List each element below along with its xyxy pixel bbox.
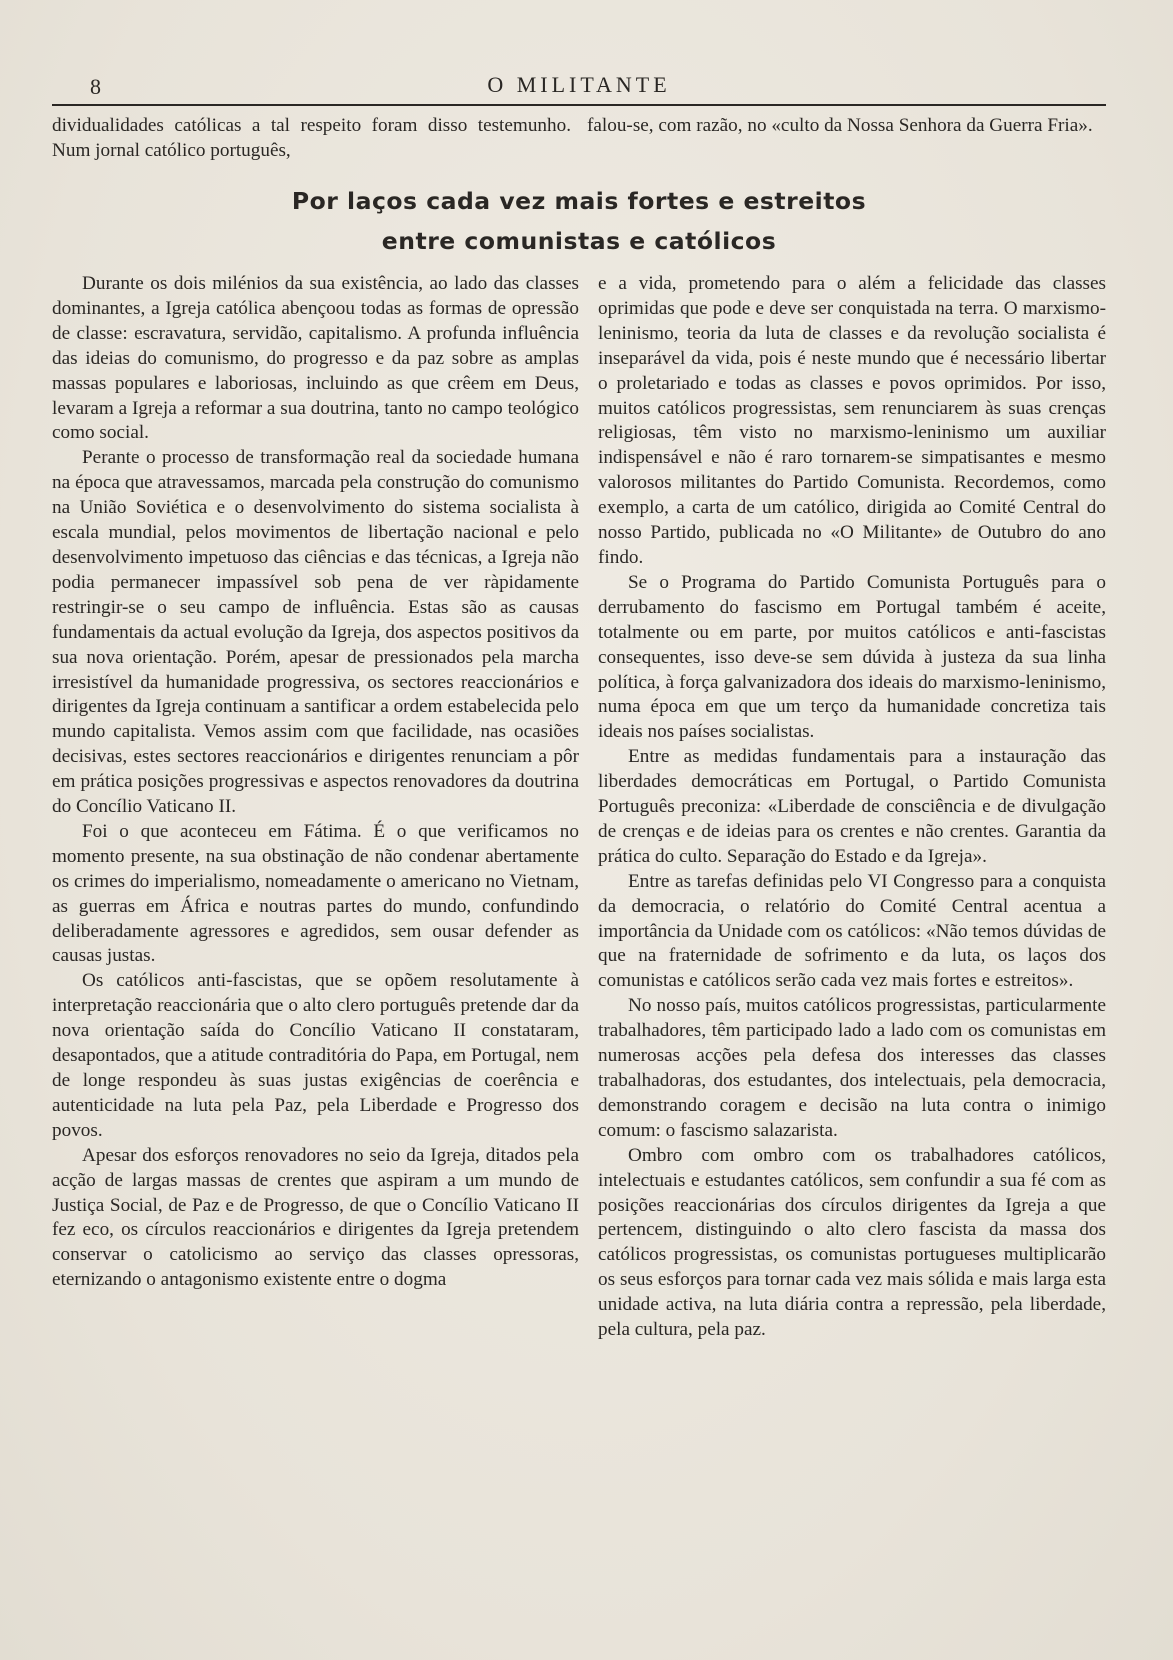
article-paragraph: e a vida, prometendo para o além a felicidade das classes oprimidas que pode e deve ser conquistada na terra. O marxismo-leninismo, teoria da luta de classes e da revolução socialista é inseparável da vida, pois é neste mundo que é necessário libertar o proletariado e todas as classes e povos oprimidos. Por isso, muitos católicos progressistas, sem renunciarem às suas crenças religiosas, têm visto no marxismo-leninismo um auxiliar indispensável e não é raro tornarem-se simpatisantes e mesmo valorosos militantes do Partido Comunista. Recordemos, como exemplo, a carta de um católico, dirigida ao Comité Central do nosso Partido, publicada no «O Militante» de Outubro do ano findo. [598,273,1106,568]
page-header [52,72,1106,102]
article-paragraph: Entre as tarefas definidas pelo VI Congresso para a conquista da democracia, o relatório do Comité Central acentua a importância da Unidade com os católicos: «Não temos dúvidas de que na fraternidade de sofrimento e da luta, os laços dos comunistas e católicos serão cada vez mais fortes e estreitos». [598,870,1106,992]
header-rule [52,104,1106,106]
intro-right-text: falou-se, com razão, no «culto da Nossa Senhora da Guerra Fria». [587,115,1093,136]
article-right-column [598,272,1106,1343]
article-left-column [52,272,579,1293]
article-paragraph: Perante o processo de transformação real da sociedade humana na época que atravessamos, marcada pela construção do comunismo na União Soviética e o desenvolvimento do sistema socialista à escala mundial, pelos movimentos de libertação nacional e pelo desenvolvimento impetuoso das ciências e das técnicas, a Igreja não podia permanecer impassível sob pena de ver ràpidamente restringir-se o seu campo de influência. Estas são as causas fundamentais da actual evolução da Igreja, dos aspectos positivos da sua nova orientação. Porém, apesar de pressionados pela marcha irresistível da humanidade progressiva, os sectores reaccionários e dirigentes da Igreja continuam a santificar a ordem estabelecida pelo mundo capitalista. Vemos assim com que facilidade, nas ocasiões decisivas, estes sectores reaccionários e dirigentes renunciam a pôr em prática posições progressivas e aspectos renovadores da doutrina do Concílio Vaticano II. [52,447,579,818]
article-paragraph: Se o Programa do Partido Comunista Português para o derrubamento do fascismo em Portugal também é aceite, totalmente ou em parte, por muitos católicos e anti-fascistas consequentes, isso deve-se sem dúvida à justeza da sua linha política, à força galvanizadora dos ideais do marxismo-leninismo, numa época em que um terço da humanidade concretiza tais ideais nos países socialistas. [598,571,1106,743]
headline-line-2: entre comunistas e católicos [381,227,777,255]
article-paragraph: Foi o que aconteceu em Fátima. É o que verificamos no momento presente, na sua obstinação de não condenar abertamente os crimes do imperialismo, nomeadamente o americano no Vietnam, as guerras em África e noutras partes do mundo, confundindo deliberadamente agressores e agredidos, sem ousar defender as causas justas. [52,820,579,967]
article-paragraph: Os católicos anti-fascistas, que se opõem resolutamente à interpretação reaccionária que o alto clero português pretende dar da nova orientação saída do Concílio Vaticano II constataram, desapontados, que a atitude contraditória do Papa, em Portugal, nem de longe respondeu às suas justas exigências de coerência e autenticidade na luta pela Paz, pela Liberdade e Progresso dos povos. [52,970,579,1141]
article-headline [52,181,1106,261]
intro-left-column [52,114,571,164]
masthead: O MILITANTE [487,72,671,97]
article-paragraph: Entre as medidas fundamentais para a instauração das liberdades democráticas em Portugal, o Partido Comunista Português preconiza: «Liberdade de consciência e de divulgação de crenças e de ideias para os crentes e não crentes. Garantia da prática do culto. Separação do Estado e da Igreja». [598,746,1106,867]
intro-left-text: dividualidades católicas a tal respeito foram disso testemunho. Num jornal católico português, [52,115,571,161]
article-paragraph: Apesar dos esforços renovadores no seio da Igreja, ditados pela acção de largas massas de crentes que aspiram a um mundo de Justiça Social, de Paz e de Progresso, de que o Concílio Vaticano II fez eco, os círculos reaccionários e dirigentes da Igreja pretendem conservar o catolicismo ao serviço das classes opressoras, eternizando o antagonismo existente entre o dogma [52,1144,579,1291]
article-paragraph: Durante os dois milénios da sua existência, ao lado das classes dominantes, a Igreja católica abençoou todas as formas de opressão de classe: escravatura, servidão, capitalismo. A profunda influência das ideias do comunismo, do progresso e da paz sobre as amplas massas populares e laboriosas, incluindo as que crêem em Deus, levaram a Igreja a reformar a sua doutrina, tanto no campo teológico como social. [52,273,579,444]
article-paragraph: Ombro com ombro com os trabalhadores católicos, intelectuais e estudantes católicos, sem confundir a sua fé com as posições reaccionárias dos círculos dirigentes da Igreja a que pertencem, distinguindo o alto clero fascista da massa dos católicos progressistas, os comunistas portugueses multiplicarão os seus esforços para tornar cada vez mais sólida e mais larga esta unidade activa, na luta diária contra a repressão, pela liberdade, pela cultura, pela paz. [598,1144,1106,1341]
headline-line-1: Por laços cada vez mais fortes e estreitos [291,187,867,215]
article-paragraph: No nosso país, muitos católicos progressistas, particularmente trabalhadores, têm participado lado a lado com os comunistas em numerosas acções pela defesa dos interesses das classes trabalhadoras, dos estudantes, dos intelectuais, pela democracia, demonstrando coragem e decisão na luta contra o inimigo comum: o fascismo salazarista. [598,995,1106,1141]
intro-right-column [587,114,1106,139]
page-number: 8 [90,74,101,99]
